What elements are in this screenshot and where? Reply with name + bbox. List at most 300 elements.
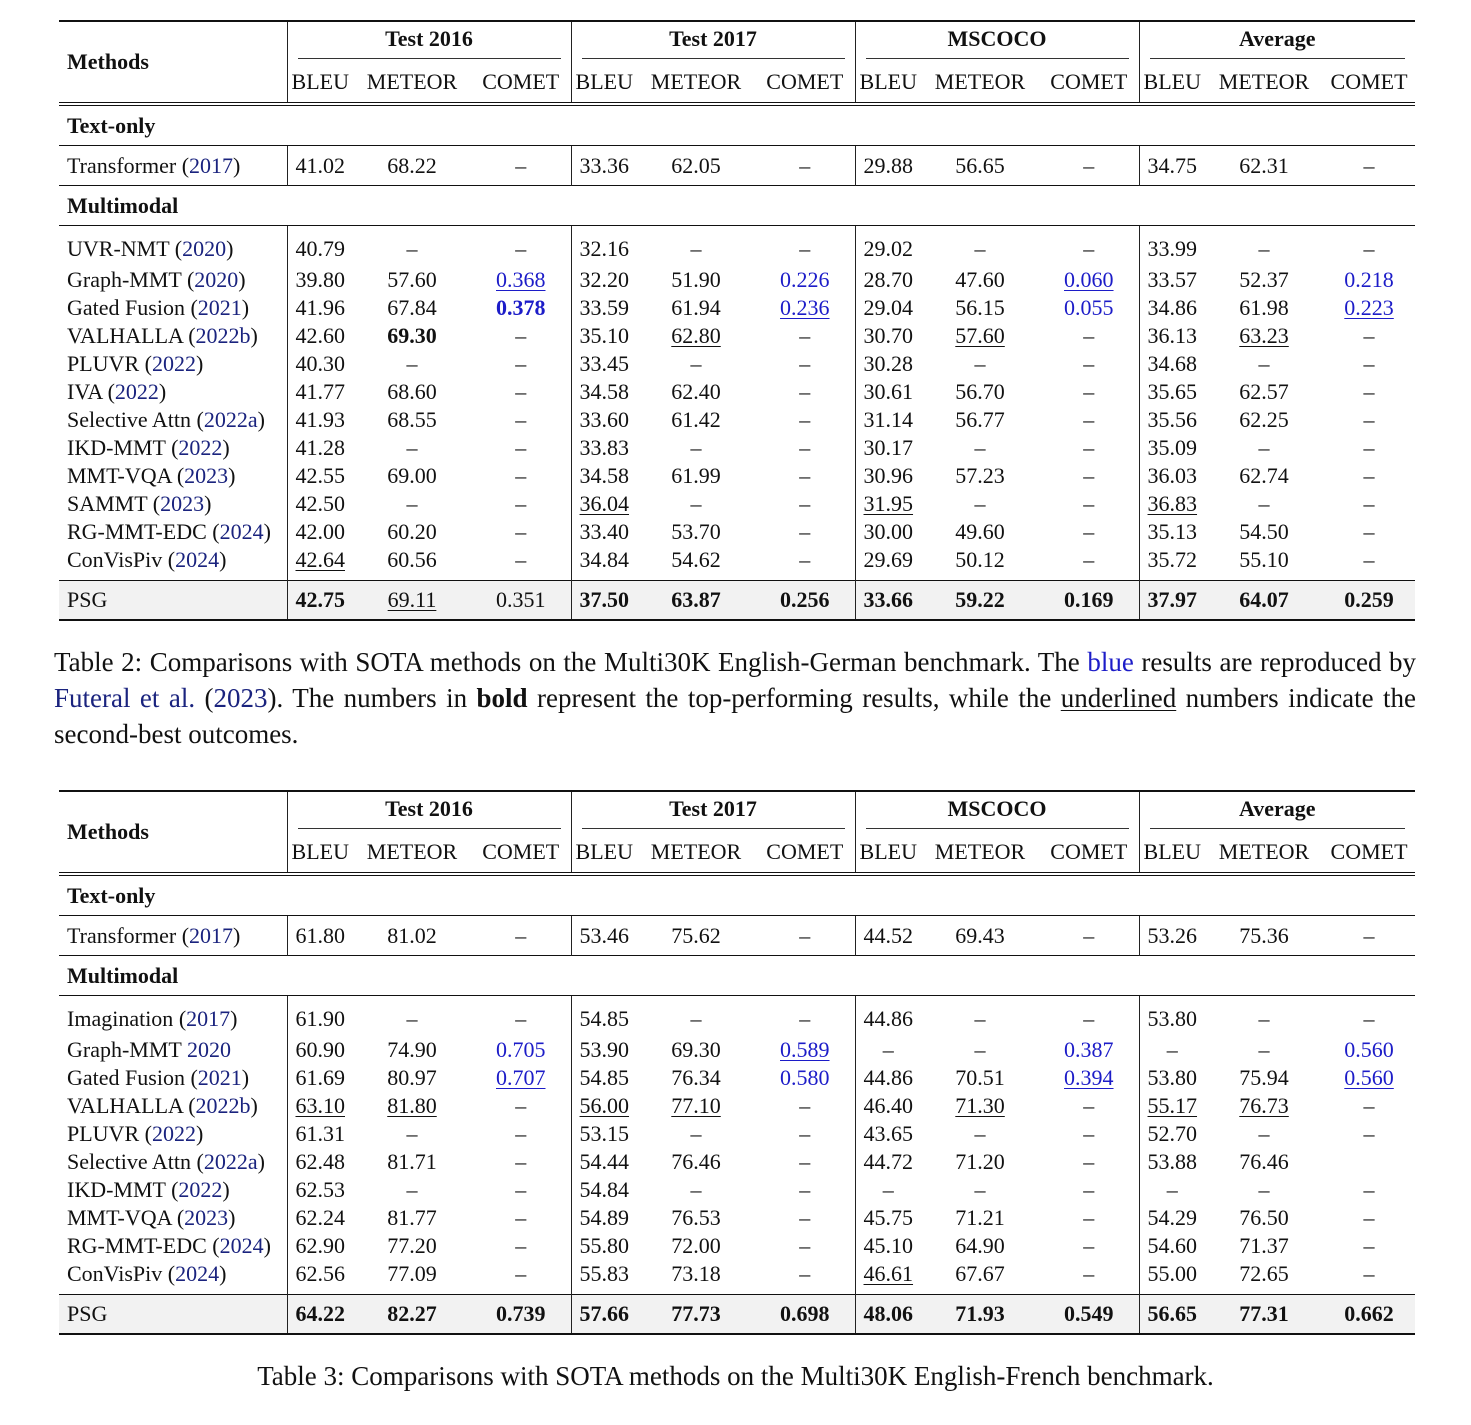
value: 29.69 — [863, 547, 914, 572]
metric-header: COMET — [1050, 839, 1128, 864]
group-header-label: Test 2016 — [298, 798, 561, 829]
value: – — [1083, 1121, 1095, 1146]
value-cell — [1139, 490, 1205, 518]
value-cell — [1205, 1064, 1323, 1092]
value-cell — [287, 490, 353, 518]
method-name-cell: IKD-MMT (2022) — [67, 1177, 230, 1202]
value-cell — [1039, 1295, 1139, 1335]
value-cell — [855, 1232, 921, 1260]
value: 30.70 — [863, 323, 914, 348]
value-cell — [287, 581, 353, 621]
value: 46.40 — [863, 1093, 914, 1118]
value-cell — [855, 266, 921, 294]
citation-year-link[interactable]: 2023 — [184, 463, 229, 488]
value-cell — [1323, 462, 1415, 490]
value: 63.10 — [295, 1093, 345, 1118]
value-cell — [637, 146, 755, 186]
value-cell — [921, 518, 1039, 546]
value-cell — [1139, 1120, 1205, 1148]
value: – — [515, 1149, 527, 1174]
value: – — [799, 407, 811, 432]
value: 64.90 — [955, 1233, 1005, 1258]
value: 70.51 — [955, 1065, 1005, 1090]
group-header-label: Average — [1150, 798, 1406, 829]
value-cell — [353, 322, 471, 350]
citation-year-link[interactable]: 2024 — [175, 1261, 220, 1286]
value-cell — [755, 1064, 855, 1092]
value: 72.00 — [671, 1233, 721, 1258]
citation-year-link[interactable]: 2021 — [197, 295, 242, 320]
value: 30.61 — [863, 379, 914, 404]
metric-header: BLEU — [855, 62, 921, 104]
citation-year-link[interactable]: 2020 — [194, 267, 239, 292]
table-2 — [59, 20, 1414, 621]
value: 34.58 — [579, 463, 630, 488]
value: 0.394 — [1064, 1065, 1114, 1090]
value-cell — [471, 434, 571, 462]
citation-year-link[interactable]: 2022 — [151, 351, 196, 376]
citation-year-link[interactable]: 2024 — [175, 547, 220, 572]
value-cell — [637, 1120, 755, 1148]
value-cell — [571, 462, 637, 490]
citation-year-link[interactable]: 2024 — [219, 519, 264, 544]
method-name: Transformer — [67, 152, 177, 178]
value-cell — [1323, 1064, 1415, 1092]
value: – — [690, 435, 702, 460]
value-cell — [571, 996, 637, 1037]
value: – — [515, 1261, 527, 1286]
value-cell — [353, 1232, 471, 1260]
value-cell — [353, 1260, 471, 1295]
value-cell — [287, 378, 353, 406]
value-cell — [1039, 322, 1139, 350]
value-cell — [755, 146, 855, 186]
method-name: PLUVR — [67, 1121, 140, 1146]
value-cell — [921, 406, 1039, 434]
value-cell — [1139, 1064, 1205, 1092]
value-cell — [921, 546, 1039, 581]
value-cell — [637, 378, 755, 406]
value: – — [1363, 1205, 1375, 1230]
citation-year-link[interactable]: 2022 — [151, 1121, 196, 1146]
value: 41.28 — [295, 435, 345, 460]
value: – — [1258, 351, 1270, 376]
value: 29.04 — [863, 295, 914, 320]
value-cell — [1323, 1148, 1415, 1176]
group-header — [571, 791, 855, 832]
method-name: RG-MMT-EDC — [67, 519, 207, 544]
table-row — [59, 1148, 1415, 1176]
method-name: ConVisPiv — [67, 1261, 163, 1286]
value: 61.42 — [671, 407, 721, 432]
group-header — [1139, 791, 1415, 832]
section-label: Text-only — [59, 874, 1415, 916]
value: – — [1363, 1261, 1375, 1286]
value: 76.34 — [671, 1065, 721, 1090]
value-cell — [755, 406, 855, 434]
value-cell — [1139, 1036, 1205, 1064]
value-cell — [571, 406, 637, 434]
value: 44.52 — [863, 922, 914, 948]
value-cell — [1039, 350, 1139, 378]
value-cell — [471, 1148, 571, 1176]
value-cell — [1205, 1036, 1323, 1064]
value-cell — [571, 378, 637, 406]
metric-header: BLEU — [571, 832, 637, 874]
header-row-groups — [59, 21, 1415, 62]
value: 55.17 — [1147, 1093, 1198, 1118]
value: 57.23 — [955, 463, 1005, 488]
value-cell — [287, 1204, 353, 1232]
value-cell — [855, 1148, 921, 1176]
group-header-label: MSCOCO — [866, 28, 1129, 59]
value: – — [1258, 491, 1270, 516]
value-cell — [1139, 350, 1205, 378]
value-cell — [571, 322, 637, 350]
value-cell — [855, 490, 921, 518]
value-cell — [755, 581, 855, 621]
value-cell — [637, 1036, 755, 1064]
method-name: IKD-MMT — [67, 1177, 166, 1202]
value: 77.20 — [387, 1233, 437, 1258]
group-header — [855, 21, 1139, 62]
value-cell — [1039, 1064, 1139, 1092]
value: 69.11 — [387, 587, 437, 612]
section-header-row — [59, 874, 1415, 916]
method-name-cell: RG-MMT-EDC (2024) — [67, 519, 271, 544]
value-cell — [471, 226, 571, 267]
value-cell — [1323, 350, 1415, 378]
value-cell — [755, 350, 855, 378]
value: – — [799, 351, 811, 376]
value: 41.02 — [295, 152, 345, 178]
value-cell — [353, 146, 471, 186]
value-cell — [1139, 434, 1205, 462]
table-row — [59, 490, 1415, 518]
value-cell — [637, 518, 755, 546]
value: – — [1363, 1093, 1375, 1118]
value-cell — [637, 1204, 755, 1232]
value: – — [1363, 323, 1375, 348]
value: 71.93 — [955, 1301, 1005, 1326]
caption-underlined-word: underlined — [1060, 683, 1177, 713]
value-cell — [571, 916, 637, 956]
value: 77.10 — [671, 1093, 721, 1118]
metric-header: BLEU — [1139, 62, 1205, 104]
value: – — [799, 547, 811, 572]
value-cell — [637, 1232, 755, 1260]
value-cell — [353, 1064, 471, 1092]
value: 53.80 — [1147, 1006, 1198, 1031]
value-cell — [571, 146, 637, 186]
method-name-cell: VALHALLA (2022b) — [67, 323, 258, 348]
value-cell — [1039, 1232, 1139, 1260]
value: – — [406, 236, 418, 261]
value: 31.14 — [863, 407, 914, 432]
value: 62.56 — [295, 1261, 345, 1286]
section-header-row — [59, 104, 1415, 146]
method-name: Transformer — [67, 922, 177, 948]
value: – — [1083, 1205, 1095, 1230]
value: – — [1363, 922, 1375, 948]
value-cell — [1205, 294, 1323, 322]
value-cell — [637, 490, 755, 518]
value: 33.57 — [1147, 267, 1198, 292]
value-cell — [287, 546, 353, 581]
value: 63.87 — [671, 587, 721, 612]
method-name-cell: RG-MMT-EDC (2024) — [67, 1233, 271, 1258]
value-cell — [353, 581, 471, 621]
metric-header: BLEU — [287, 62, 353, 104]
value: 54.62 — [671, 547, 721, 572]
value-cell — [855, 1204, 921, 1232]
value-cell — [637, 406, 755, 434]
value-cell — [287, 1036, 353, 1064]
value-cell — [755, 490, 855, 518]
value: – — [690, 1006, 702, 1031]
citation-year-link[interactable]: 2023 — [184, 1205, 229, 1230]
value: 54.29 — [1147, 1205, 1198, 1230]
value: – — [1363, 152, 1375, 178]
value: – — [799, 323, 811, 348]
metric-header: METEOR — [1218, 839, 1310, 864]
value: – — [406, 491, 418, 516]
value: 55.83 — [579, 1261, 630, 1286]
value: 61.98 — [1239, 295, 1289, 320]
citation-year-link[interactable]: 2022 — [178, 1177, 223, 1202]
table-row — [59, 1036, 1415, 1064]
value-cell — [1039, 1148, 1139, 1176]
value: 0.256 — [780, 587, 830, 612]
citation-year-link[interactable]: 2017 — [189, 152, 234, 178]
value-cell — [1323, 916, 1415, 956]
method-name: Graph-MMT — [67, 1037, 182, 1062]
metric-header: BLEU — [855, 832, 921, 874]
value-cell — [1039, 546, 1139, 581]
citation-year-link[interactable]: 2020 — [186, 1037, 231, 1062]
citation-year-link[interactable]: 2022b — [195, 323, 251, 348]
metric-header: COMET — [482, 839, 560, 864]
value-cell — [471, 1120, 571, 1148]
value-cell — [471, 1260, 571, 1295]
value-cell — [921, 462, 1039, 490]
value: – — [1363, 407, 1375, 432]
value-cell — [855, 518, 921, 546]
table-row — [59, 294, 1415, 322]
value: – — [515, 1205, 527, 1230]
value: 54.89 — [579, 1205, 630, 1230]
value-cell — [287, 996, 353, 1037]
value: 0.707 — [496, 1065, 546, 1090]
value: 35.09 — [1147, 435, 1198, 460]
method-name: PSG — [67, 587, 108, 612]
value-cell — [637, 996, 755, 1037]
value-cell — [755, 294, 855, 322]
value: – — [1083, 1149, 1095, 1174]
value: – — [1258, 1177, 1270, 1202]
value: 33.45 — [579, 351, 630, 376]
metric-header: COMET — [482, 69, 560, 94]
value: – — [974, 435, 986, 460]
method-name-cell: Selective Attn (2022a) — [67, 1149, 265, 1174]
method-name: Graph-MMT — [67, 267, 182, 292]
value-cell — [637, 434, 755, 462]
value: 69.30 — [387, 323, 437, 348]
value: 56.00 — [579, 1093, 630, 1118]
value: – — [799, 1006, 811, 1031]
value-cell — [1205, 1148, 1323, 1176]
value-cell — [921, 1232, 1039, 1260]
value: 45.75 — [863, 1205, 914, 1230]
value-cell — [1039, 146, 1139, 186]
value-cell — [1205, 434, 1323, 462]
value-cell — [1039, 490, 1139, 518]
value: – — [406, 1177, 418, 1202]
group-header-label: Test 2017 — [582, 28, 845, 59]
value: – — [515, 1121, 527, 1146]
value: – — [1083, 1093, 1095, 1118]
value-cell — [287, 1260, 353, 1295]
value: 28.70 — [863, 267, 914, 292]
value: 47.60 — [955, 267, 1005, 292]
citation-year-link[interactable]: 2017 — [189, 922, 234, 948]
value: – — [974, 236, 986, 261]
value: 77.31 — [1239, 1301, 1289, 1326]
table-row — [59, 916, 1415, 956]
value: – — [799, 463, 811, 488]
value: 61.94 — [671, 295, 721, 320]
table-row — [59, 322, 1415, 350]
value-cell — [1039, 226, 1139, 267]
value: 61.90 — [295, 1006, 345, 1031]
value-cell — [1139, 294, 1205, 322]
group-header — [1139, 21, 1415, 62]
value-cell — [353, 490, 471, 518]
value: – — [1258, 1006, 1270, 1031]
section-label: Multimodal — [59, 956, 1415, 996]
value-cell — [921, 1036, 1039, 1064]
citation-year-link[interactable]: 2021 — [197, 1065, 242, 1090]
citation-year-link[interactable]: 2022a — [203, 1149, 258, 1174]
method-name-cell: SAMMT (2023) — [67, 491, 212, 516]
value-cell — [353, 378, 471, 406]
value: 81.77 — [387, 1205, 437, 1230]
method-name-cell: VALHALLA (2022b) — [67, 1093, 258, 1118]
value-cell — [921, 350, 1039, 378]
value: – — [515, 152, 527, 178]
citation-year-link[interactable]: 2022a — [203, 407, 258, 432]
value: 80.97 — [387, 1065, 437, 1090]
value: 39.80 — [295, 267, 345, 292]
value-cell — [471, 294, 571, 322]
value: – — [974, 491, 986, 516]
metric-header: METEOR — [934, 69, 1026, 94]
value: 72.65 — [1239, 1261, 1289, 1286]
value-cell — [471, 350, 571, 378]
value-cell — [855, 434, 921, 462]
value-cell — [353, 1176, 471, 1204]
value-cell — [921, 996, 1039, 1037]
value: – — [799, 1177, 811, 1202]
citation-year-link[interactable]: 2017 — [186, 1006, 231, 1031]
value-cell — [571, 1064, 637, 1092]
value: 61.31 — [295, 1121, 345, 1146]
value-cell — [1205, 546, 1323, 581]
value-cell — [287, 1295, 353, 1335]
citation-year-link[interactable]: 2022 — [178, 435, 223, 460]
caption-text: results are reproduced by — [1133, 647, 1417, 677]
value: 81.71 — [387, 1149, 437, 1174]
value: 0.580 — [780, 1065, 830, 1090]
value-cell — [571, 1260, 637, 1295]
value: 62.40 — [671, 379, 721, 404]
value: 54.50 — [1239, 519, 1289, 544]
value-cell — [1205, 1204, 1323, 1232]
value-cell — [353, 916, 471, 956]
value-cell — [1205, 1176, 1323, 1204]
value: – — [1083, 1006, 1095, 1031]
value: 33.83 — [579, 435, 630, 460]
value: 53.70 — [671, 519, 721, 544]
value: – — [799, 491, 811, 516]
citation-year-link[interactable]: 2020 — [182, 236, 227, 261]
citation-year-link[interactable]: 2024 — [219, 1233, 264, 1258]
value: – — [1363, 547, 1375, 572]
table-row — [59, 1120, 1415, 1148]
value-cell — [921, 434, 1039, 462]
value-cell — [755, 322, 855, 350]
value: 0.387 — [1064, 1037, 1114, 1062]
value: 33.59 — [579, 295, 630, 320]
citation-year-link[interactable]: 2022 — [114, 379, 159, 404]
value-cell — [855, 322, 921, 350]
citation-year-link[interactable]: 2022b — [195, 1093, 251, 1118]
value-cell — [1205, 1092, 1323, 1120]
value-cell — [571, 1295, 637, 1335]
value-cell — [855, 916, 921, 956]
value: 53.26 — [1147, 922, 1198, 948]
value-cell — [637, 266, 755, 294]
value-cell — [287, 518, 353, 546]
value: – — [974, 1037, 986, 1062]
citation-year-link[interactable]: 2023 — [160, 491, 205, 516]
value: 68.60 — [387, 379, 437, 404]
value-cell — [637, 322, 755, 350]
value-cell — [921, 1295, 1039, 1335]
value: 68.22 — [387, 152, 437, 178]
value: – — [515, 407, 527, 432]
metric-header: METEOR — [650, 839, 742, 864]
value-cell — [471, 1036, 571, 1064]
value-cell — [353, 350, 471, 378]
value: – — [515, 435, 527, 460]
value: 42.55 — [295, 463, 345, 488]
value: 35.65 — [1147, 379, 1198, 404]
caption-citation-year-link[interactable]: 2023 — [213, 683, 268, 713]
value: 56.70 — [955, 379, 1005, 404]
value-cell — [1323, 518, 1415, 546]
method-name: ConVisPiv — [67, 547, 163, 572]
caption-citation-link[interactable]: Futeral et al. — [54, 683, 196, 713]
value: – — [1166, 1037, 1178, 1062]
method-name: VALHALLA — [67, 323, 183, 348]
value-cell — [755, 1232, 855, 1260]
value-cell — [755, 546, 855, 581]
value: – — [1363, 1233, 1375, 1258]
metric-header: METEOR — [366, 839, 458, 864]
method-name: IVA — [67, 379, 103, 404]
value: – — [799, 1205, 811, 1230]
